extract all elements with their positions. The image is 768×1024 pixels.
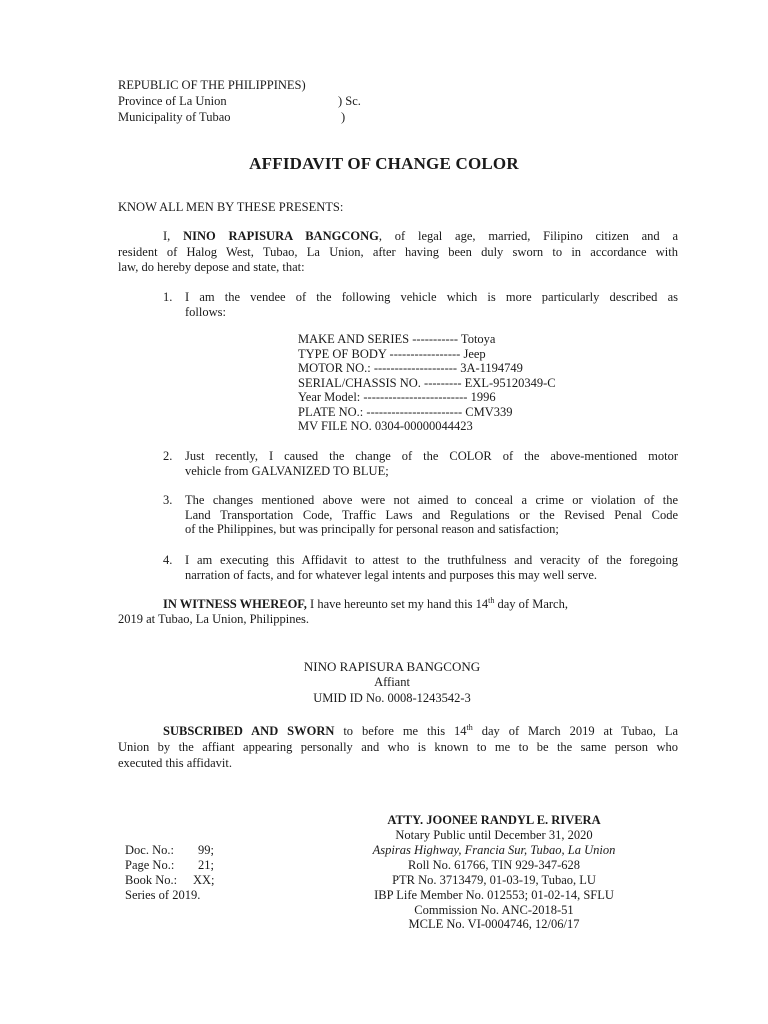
page-no-value: 21; — [198, 858, 214, 872]
item-2-line-2: vehicle from GALVANIZED TO BLUE; — [185, 464, 389, 478]
vehicle-year: Year Model: ------------------------- 1996 — [298, 390, 496, 404]
item-1-line-2: follows: — [185, 305, 226, 319]
sworn-bold: SUBSCRIBED AND SWORN — [163, 724, 335, 738]
vehicle-chassis: SERIAL/CHASSIS NO. --------- EXL-95120349-C — [298, 376, 556, 390]
notary-commission-until: Notary Public until December 31, 2020 — [395, 828, 593, 842]
sworn-line-1: SUBSCRIBED AND SWORN to before me this 14th day of March 2019 at Tubao, La — [163, 722, 679, 738]
document-title: AFFIDAVIT OF CHANGE COLOR — [249, 154, 519, 173]
header-paren: ) — [341, 110, 346, 124]
notary-ptr: PTR No. 3713479, 01-03-19, Tubao, LU — [392, 873, 596, 887]
vehicle-plate: PLATE NO.: ----------------------- CMV339 — [298, 405, 513, 419]
header-province: Province of La Union — [118, 94, 227, 108]
affiant-name: NINO RAPISURA BANGCONG — [303, 659, 481, 674]
item-4-number: 4. — [163, 553, 173, 567]
header-sc: ) Sc. — [338, 94, 361, 108]
notary-ibp: IBP Life Member No. 012553; 01-02-14, SFLU — [374, 888, 614, 902]
affiant-name-inline: NINO RAPISURA BANGCONG — [183, 229, 379, 243]
item-3-line-1: The changes mentioned above were not aimed to conceal a crime or violation of the — [185, 493, 678, 507]
vehicle-mvfile: MV FILE NO. 0304-00000044423 — [298, 419, 473, 433]
intro-line: KNOW ALL MEN BY THESE PRESENTS: — [118, 200, 344, 214]
opening-line-2: resident of Halog West, Tubao, La Union, after having been duly sworn to in accordance with — [118, 245, 678, 259]
notary-commission-no: Commission No. ANC-2018-51 — [414, 903, 574, 917]
notary-address: Aspiras Highway, Francia Sur, Tubao, La Union — [372, 843, 616, 857]
witness-bold: IN WITNESS WHEREOF, — [163, 597, 307, 611]
vehicle-body: TYPE OF BODY ----------------- Jeep — [298, 347, 486, 361]
affiant-id: UMID ID No. 0008-1243542-3 — [313, 691, 471, 705]
vehicle-make: MAKE AND SERIES ----------- Totoya — [298, 332, 496, 346]
item-3-line-3: of the Philippines, but was principally for personal reason and satisfaction; — [185, 522, 559, 536]
book-no-value: XX; — [193, 873, 215, 887]
item-4-line-1: I am executing this Affidavit to attest to the truthfulness and veracity of the foregoing — [185, 553, 678, 567]
witness-line-2: 2019 at Tubao, La Union, Philippines. — [118, 612, 309, 626]
page-no-label: Page No.: — [125, 858, 175, 872]
header-republic: REPUBLIC OF THE PHILIPPINES) — [118, 78, 306, 92]
doc-no-label: Doc. No.: — [125, 843, 174, 857]
item-3-number: 3. — [163, 493, 173, 507]
vehicle-motor: MOTOR NO.: -------------------- 3A-1194749 — [298, 361, 523, 375]
item-3-line-2: Land Transportation Code, Traffic Laws and Regulations or the Revised Penal Code — [185, 508, 678, 522]
affiant-role: Affiant — [374, 675, 410, 689]
item-1-number: 1. — [163, 290, 173, 304]
book-no-label: Book No.: — [125, 873, 178, 887]
item-1-line-1: I am the vendee of the following vehicle which is more particularly described as — [185, 290, 678, 304]
opening-line-3: law, do hereby depose and state, that: — [118, 260, 305, 274]
header-municipality: Municipality of Tubao — [118, 110, 231, 124]
doc-no-value: 99; — [198, 843, 214, 857]
witness-line-1: IN WITNESS WHEREOF, I have hereunto set my hand this 14th day of March, — [163, 595, 568, 611]
item-2-number: 2. — [163, 449, 173, 463]
notary-mcle: MCLE No. VI-0004746, 12/06/17 — [408, 917, 580, 931]
item-4-line-2: narration of facts, and for whatever legal intents and purposes this may well serve. — [185, 568, 598, 582]
notary-name: ATTY. JOONEE RANDYL E. RIVERA — [387, 813, 601, 827]
series-label: Series of 2019. — [125, 888, 201, 902]
notary-roll-tin: Roll No. 61766, TIN 929-347-628 — [408, 858, 580, 872]
sworn-line-2: Union by the affiant appearing personally and who is known to me to be the same person who — [118, 740, 678, 754]
sworn-line-3: executed this affidavit. — [118, 756, 232, 770]
opening-line-1: I, NINO RAPISURA BANGCONG, of legal age, married, Filipino citizen and a — [163, 229, 679, 243]
item-2-line-1: Just recently, I caused the change of the COLOR of the above-mentioned motor — [185, 449, 678, 463]
